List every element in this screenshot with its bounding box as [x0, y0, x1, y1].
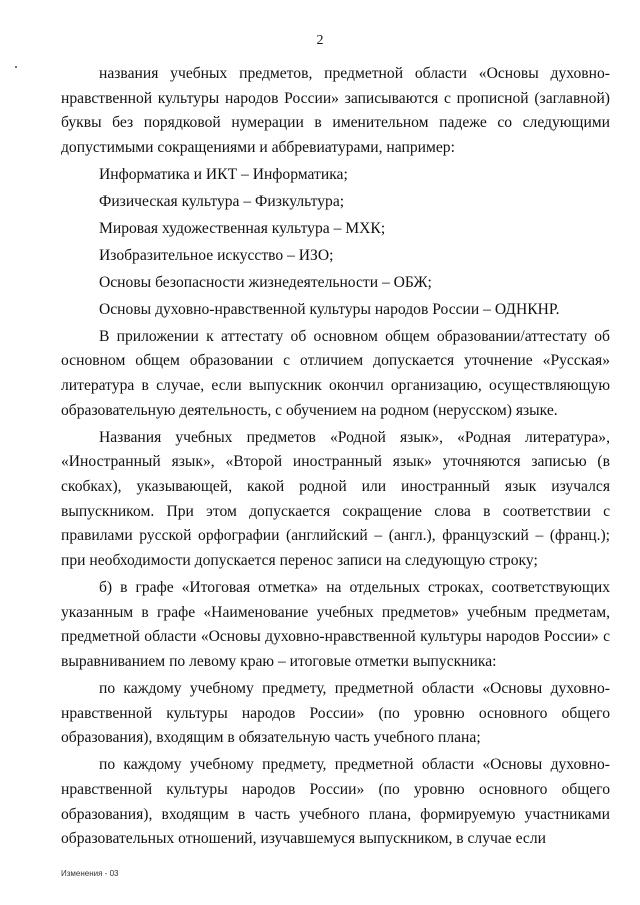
paragraph-languages: Названия учебных предметов «Родной язык», «Родная литература», «Иностранный язык», «Второй иностранный язык» уточняются записью (в скобках), указывающей, какой родной или иностранный язык изучался выпускником. При этом допускается сокращение слова в соответствии с правилами русской орфографии (английский – (англ.), французский – (франц.); при необходимости допускается перенос записи на следующую строку; [61, 428, 610, 569]
abbreviation-odnknr: Основы духовно-нравственной культуры народов России – ОДНКНР. [99, 300, 560, 318]
paragraph-final-grade: б) в графе «Итоговая отметка» на отдельных строках, соответствующих указанным в графе «Наименование учебных предметов» учебным предметам, предметной области «Основы духовно-нравственной культуры народов России» с выравниванием по левому краю – итоговые отметки выпускника: [61, 579, 610, 670]
abbreviation-world-art: Мировая художественная культура – МХК; [99, 219, 386, 237]
document-body [61, 62, 610, 852]
footer-revision-note: Изменения - 03 [61, 869, 119, 878]
abbreviation-life-safety: Основы безопасности жизнедеятельности – ОБЖ; [99, 273, 432, 291]
page-number: 2 [316, 33, 324, 48]
paragraph-elective-part: по каждому учебному предмету, предметной области «Основы духовно-нравственной культуры народов России» (по уровню основного общего образования), входящим в часть учебного плана, формируемую участниками образовательных отношений, изучавшемуся выпускником, в случае если [61, 756, 610, 848]
paragraph-subject-names: названия учебных предметов, предметной области «Основы духовно-нравственной культуры народов России» записываются с прописной (заглавной) буквы без порядковой нумерации в именительном падеже со следующими допустимыми сокращениями и аббревиатурами, например: [61, 65, 610, 156]
abbreviation-informatics: Информатика и ИКТ – Информатика; [99, 165, 348, 183]
scan-dot [15, 66, 17, 68]
paragraph-russian-literature: В приложении к аттестату об основном общем образовании/аттестату об основном общем образовании с отличием допускается уточнение «Русская» литература в случае, если выпускник окончил организацию, осуществляющую образовательную деятельность, с обучением на родном (нерусском) языке. [61, 327, 610, 419]
paragraph-mandatory-part: по каждому учебному предмету, предметной области «Основы духовно-нравственной культуры народов России» (по уровню основного общего образования), входящим в обязательную часть учебного плана; [61, 679, 610, 747]
abbreviation-fine-art: Изобразительное искусство – ИЗО; [99, 246, 334, 264]
abbreviation-physical-education: Физическая культура – Физкультура; [99, 192, 345, 210]
